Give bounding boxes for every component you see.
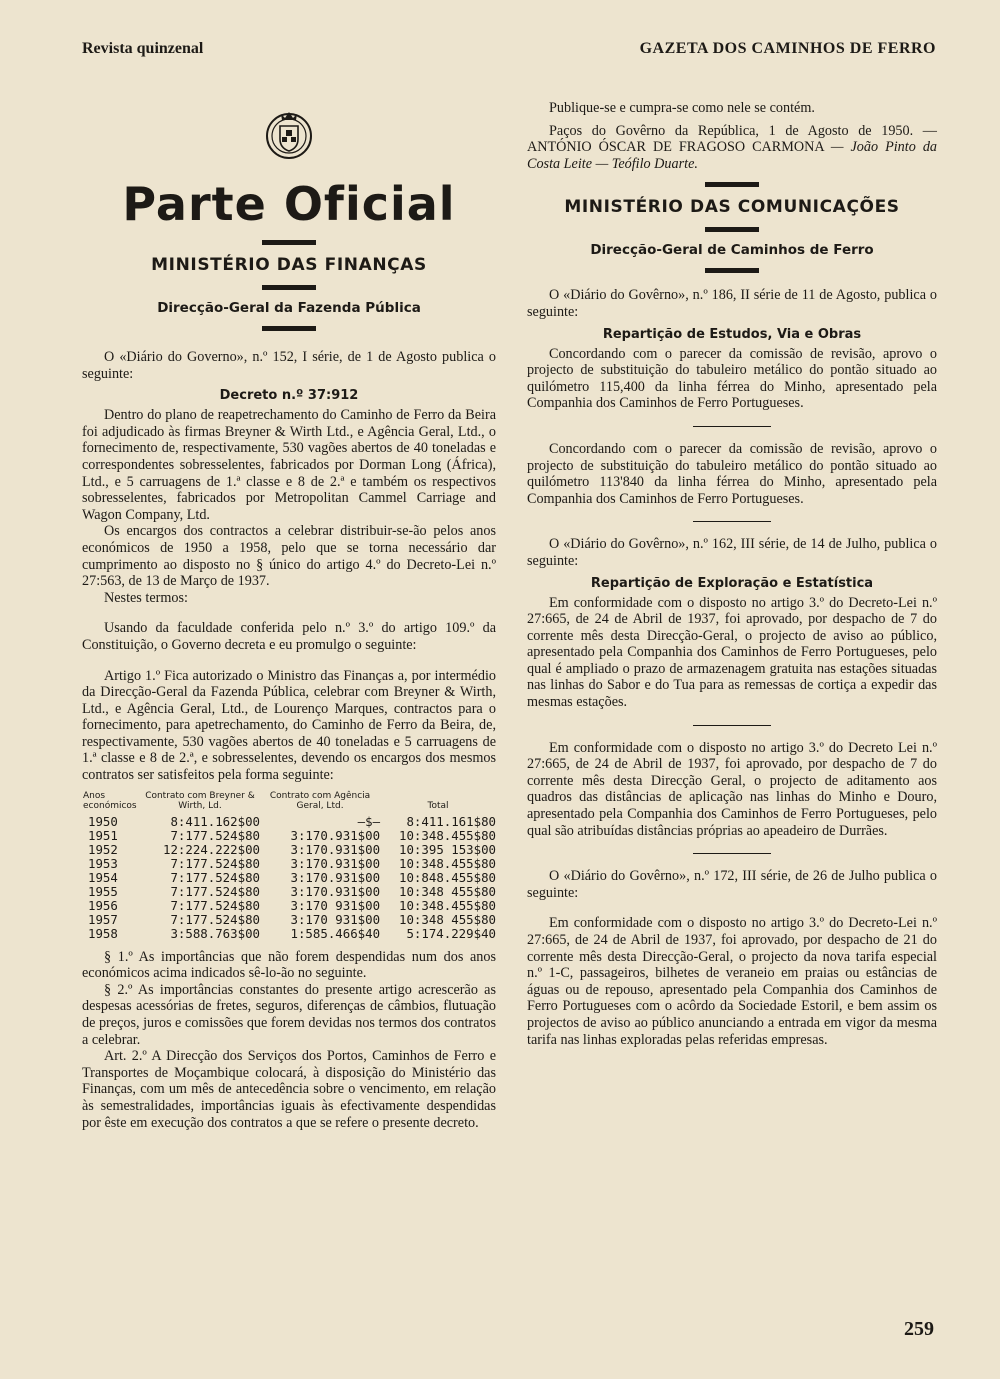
table-cell: 3:170 931$00 (290, 897, 381, 913)
separator (693, 853, 771, 854)
directorate-heading: Direcção-Geral de Caminhos de Ferro (590, 242, 874, 259)
rule (705, 227, 759, 232)
table-cell: 10:348 455$80 (399, 883, 496, 899)
table-row (82, 899, 496, 913)
paragraph: Concordando com o parecer da comissão de revisão, aprovo o projecto de substituição do tabuleiro metálico do pontão situado ao quilómetro 113'840 da linha férrea do Minho, apresentado pela Companhia dos Caminhos de Ferro Portugueses. (527, 440, 937, 507)
table-row (82, 829, 496, 843)
rule (705, 182, 759, 187)
separator (693, 426, 771, 427)
paragraph: Usando da faculdade conferida pelo n.º 3.º do artigo 109.º da Constituição, o Governo decreta e eu promulgo o seguinte: (82, 620, 496, 653)
separator (693, 521, 771, 522)
paragraph: Art. 2.º A Direcção dos Serviços dos Portos, Caminhos de Ferro e Transportes de Moçambique colocará, à disposição do Ministério das Finanças, com um mês de antecedência sobre o vencimento, em relação às semestralidades, importâncias iguais às efectivamente despendidas por êste em execução dos contratos a que se refere o presente decreto. (82, 1048, 496, 1131)
intro-paragraph: O «Diário do Govêrno», n.º 162, III série, de 14 de Julho, publica o seguinte: (527, 536, 937, 569)
table-cell: 3:170.931$00 (290, 869, 381, 885)
table-header: Total (427, 800, 449, 811)
paragraph: § 1.º As importâncias que não forem despendidas num dos anos económicos acima indicados sê-lo-ão no seguinte. (82, 948, 496, 982)
table-cell: 8:411.161$80 (406, 813, 496, 829)
ministry-rule (262, 285, 316, 290)
table-cell: 3:170.931$00 (290, 841, 381, 857)
paragraph: Em conformidade com o disposto no artigo 3.º do Decreto-Lei n.º 27:665, de 24 de Abril de 1937, foi aprovado, por despacho de 7 do corrente mês desta Direcção-Geral, o projecto de aviso ao público, apresentado pela Companhia dos Caminhos de Ferro Portugueses, pelo qual é ampliado o prazo de armazenagem gratuita nas estações situadas nas linhas do Sabor e do Tua para as remessas de cortiça a expedir das mesmas estações. (527, 594, 937, 711)
signature-place: Paços do Govêrno da República, 1 de Agosto de 1950. — (549, 122, 937, 139)
signature-minister: — Teófilo Duarte. (595, 155, 698, 172)
table-cell: 1951 (88, 827, 118, 843)
page-number: 259 (904, 1318, 934, 1340)
running-header-right: GAZETA DOS CAMINHOS DE FERRO (639, 40, 936, 57)
paragraph: Os encargos dos contractos a celebrar distribuir-se-ão pelos anos económicos de 1950 a 1958, pelo que se torna necessário dar cumprimento ao disposto no § único do artigo 4.º do Decreto-Lei n.º 27:563, de 13 de Março de 1937. (82, 523, 496, 590)
payment-table (82, 790, 496, 941)
separator (693, 725, 771, 726)
table-cell: 1:585.466$40 (290, 925, 381, 941)
table-cell: —$— (357, 813, 381, 829)
table-cell: 1955 (88, 883, 118, 899)
table-cell: 1953 (88, 855, 118, 871)
table-cell: 8:411.162$00 (170, 813, 260, 829)
table-cell: 10:348.455$80 (399, 897, 496, 913)
table-row (82, 857, 496, 871)
table-row (82, 885, 496, 899)
table-cell: 12:224.222$00 (163, 841, 260, 857)
directorate-heading: Direcção-Geral da Fazenda Pública (157, 300, 421, 316)
right-column (527, 100, 937, 1048)
paragraph: Em conformidade com o disposto no artigo 3.º do Decreto Lei n.º 27:665, de 24 de Abril de 1937, foi aprovado, por despacho de 7 do corrente mês desta Direcção Geral, o projecto de aditamento aos quadros das distâncias de aplicação nas linhas do Minho e Douro, apresentado pela Companhia dos Caminhos de Ferro Portugueses, pelo qual são atribuídas distâncias próprias ao apeadeiro de Durrães. (527, 739, 937, 839)
table-cell: 3:588.763$00 (170, 925, 260, 941)
ministry-heading: MINISTÉRIO DAS FINANÇAS (151, 255, 427, 275)
table-cell: 7:177.524$80 (170, 897, 260, 913)
intro-paragraph: O «Diário do Govêrno», n.º 172, III série, de 26 de Julho publica o seguinte: (527, 868, 937, 901)
table-cell: 7:177.524$80 (170, 869, 260, 885)
table-cell: 1950 (88, 813, 118, 829)
table-cell: 10:348.455$80 (399, 855, 496, 871)
table-header: Contrato com Breyner & Wirth, Ld. (145, 790, 255, 811)
table-cell: 10:348.455$80 (399, 827, 496, 843)
left-column (82, 100, 496, 1131)
table-row (82, 815, 496, 829)
paragraph: Concordando com o parecer da comissão de revisão, aprovo o projecto de substituição do tabuleiro metálico do pontão situado ao quilómetro 115,400 da linha férrea do Minho, apresentado pela Companhia dos Caminhos de Ferro Portugueses. (527, 345, 937, 412)
running-header-left: Revista quinzenal (82, 40, 204, 57)
table-cell: 10:395 153$00 (399, 841, 496, 857)
table-cell: 3:170.931$00 (290, 855, 381, 871)
table-header: Contrato com Agência Geral, Ltd. (269, 790, 371, 811)
table-cell: 10:348 455$80 (399, 911, 496, 927)
table-header: Anos económicos (83, 790, 137, 811)
paragraph: Dentro do plano de reapetrechamento do Caminho de Ferro da Beira foi adjudicado às firmas Breyner & Wirth Ltd., e Agência Geral, Ltd., o fornecimento de, respectivamente, 530 vagões abertos de 40 toneladas e correspondentes sobresselentes, fabricados por Dorman Long (África), Ltd., e 5 carruagens de 1.ª classe e 8 de 2.ª e também os respectivos sobresselentes, fabricados por Metropolitan Cammel Carriage and Wagon Company, Ltd. (82, 407, 496, 523)
decree-heading: Decreto n.º 37:912 (219, 388, 359, 404)
table-cell: 7:177.524$80 (170, 855, 260, 871)
paragraph: Em conformidade com o disposto no artigo 3.º do Decreto-Lei n.º 27:665, de 24 de Abril de 1937, foi aprovado, por despacho de 21 do corrente mês desta Direcção-Geral, o projecto da nova tarifa especial n.º 1-C, passageiros, bilhetes de veraneio em praias ou estâncias de águas ou de repouso, apresentado pela Companhia dos Caminhos de Ferro Portugueses com o acôrdo da Sociedade Estoril, e bem assim os projectos de aviso ao público anunciando a entrada em vigor da mesma tarifa nas linhas exploradas pelas referidas empresas. (527, 915, 937, 1048)
table-cell: 3:170.931$00 (290, 883, 381, 899)
paragraph: Publique-se e cumpra-se como nele se contém. (549, 100, 815, 116)
table-cell: 1954 (88, 869, 118, 885)
signature-minister: — João Pinto da Costa Leite (527, 139, 938, 172)
table-cell: 7:177.524$80 (170, 883, 260, 899)
table-row (82, 843, 496, 857)
table-row (82, 871, 496, 885)
intro-paragraph: O «Diário do Govêrno», n.º 186, II série de 11 de Agosto, publica o seguinte: (527, 287, 937, 320)
table-cell: 3:170 931$00 (290, 911, 381, 927)
section-title: Parte Oficial (122, 177, 456, 231)
table-cell: 10:848.455$80 (399, 869, 496, 885)
table-cell: 1958 (88, 925, 118, 941)
signature-president: ANTÓNIO ÓSCAR DE FRAGOSO CARMONA (527, 139, 824, 156)
coat-of-arms-icon (264, 106, 314, 166)
table-cell: 5:174.229$40 (406, 925, 496, 941)
table-cell: 7:177.524$80 (170, 827, 260, 843)
directorate-rule (262, 326, 316, 331)
table-row (82, 913, 496, 927)
table-cell: 7:177.524$80 (170, 911, 260, 927)
ministry-heading: MINISTÉRIO DAS COMUNICAÇÕES (564, 197, 900, 218)
title-rule (262, 240, 316, 245)
table-cell: 1952 (88, 841, 118, 857)
department-heading: Repartição de Exploração e Estatística (590, 575, 874, 591)
table-cell: 1957 (88, 911, 118, 927)
signature-block (527, 123, 937, 173)
rule (705, 268, 759, 273)
paragraph: Nestes termos: (104, 589, 188, 606)
table-row (82, 927, 496, 941)
table-cell: 3:170.931$00 (290, 827, 381, 843)
intro-paragraph: O «Diário do Governo», n.º 152, I série, de 1 de Agosto publica o seguinte: (82, 349, 496, 382)
paragraph: Artigo 1.º Fica autorizado o Ministro das Finanças a, por intermédio da Direcção-Geral da Fazenda Pública, celebrar com Breyner & Wirth, Ltd., e Agência Geral, Ltd., de Lourenço Marques, contractos para o fornecimento, para apetrechamento, do Caminho de Ferro da Beira, de, respectivamente, 530 vagões abertos de 40 toneladas e 5 carruagens de 1.ª classe e 8 de 2.ª, e sobresselentes, devendo os encargos dos mesmos contratos ser satisfeitos pela forma seguinte: (82, 667, 496, 784)
table-cell: 1956 (88, 897, 118, 913)
department-heading: Repartição de Estudos, Via e Obras (602, 326, 862, 342)
paragraph: § 2.º As importâncias constantes do presente artigo acrescerão as despesas acessórias de fretes, seguros, diferenças de câmbios, flutuação de preços, juros e comissões que forem devidas nos termos dos contratos a celebrar. (82, 981, 496, 1048)
